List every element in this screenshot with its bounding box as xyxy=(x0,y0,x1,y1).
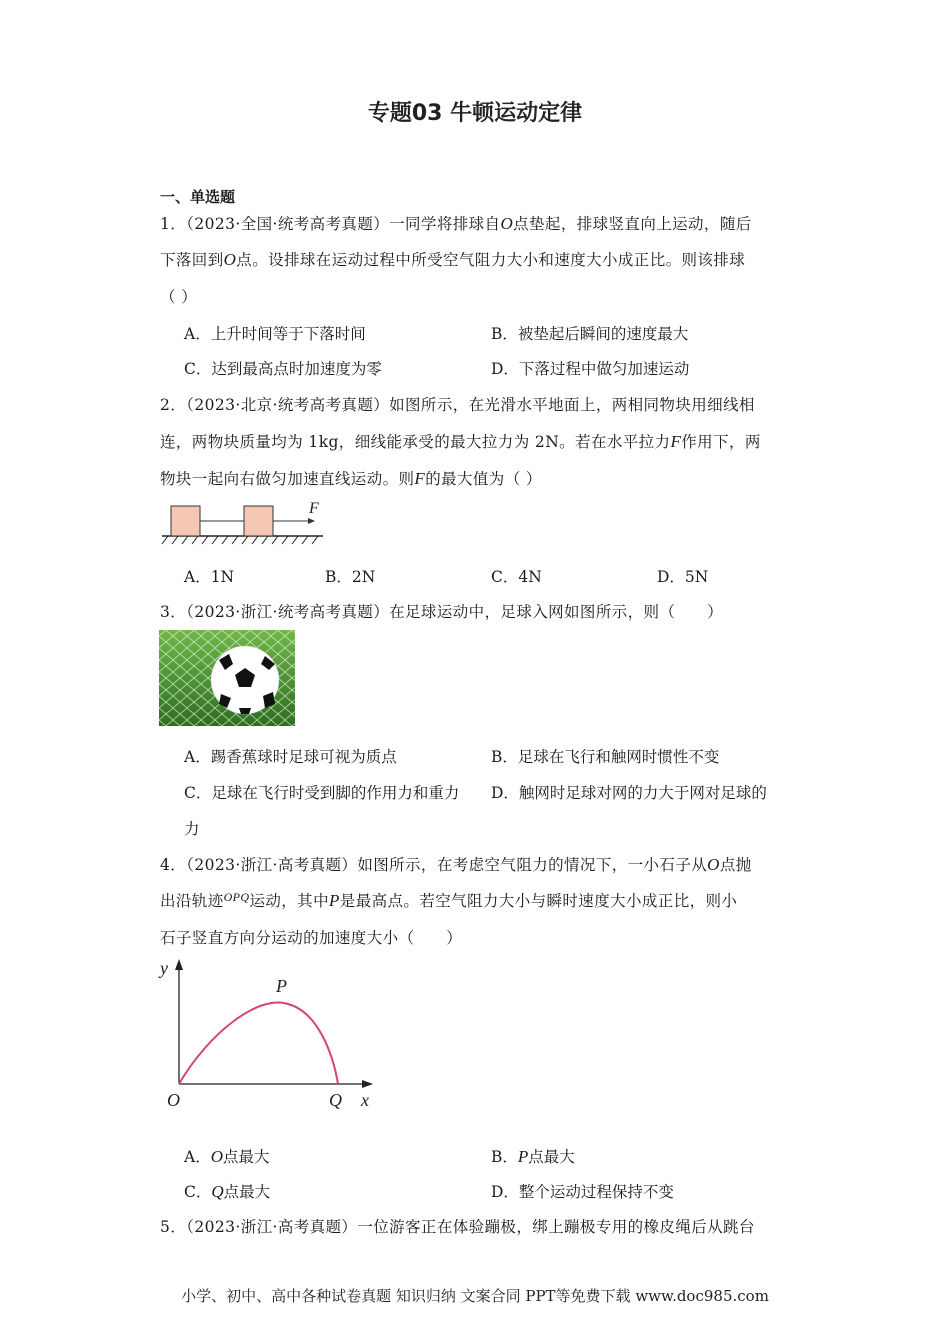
block-left xyxy=(171,506,200,536)
q4-line2: 出沿轨迹$^{OPQ}$运动，其中P是最高点。若空气阻力大小与瞬时速度大小成正比，则小 xyxy=(160,890,738,910)
q4-line1: 4．（2023·浙江·高考真题）如图所示，在考虑空气阻力的情况下，一小石子从O点抛 xyxy=(160,855,752,874)
q4-trajectory-graph xyxy=(158,954,380,1114)
page-footer: 小学、初中、高中各种试卷真题 知识归纳 文案合同 PPT等免费下载 www.doc985.com xyxy=(181,1287,769,1305)
q1-option-b: B．被垫起后瞬间的速度最大 xyxy=(491,325,689,343)
y-axis-label: y xyxy=(160,958,168,978)
trajectory-curve xyxy=(179,1002,338,1084)
q3-option-d: D．触网时足球对网的力大于网对足球的 xyxy=(491,784,767,802)
q1-line2: 下落回到O点。设排球在运动过程中所受空气阻力大小和速度大小成正比。则该排球 xyxy=(160,250,746,269)
section-heading: 一、单选题 xyxy=(160,188,236,206)
q1-option-a: A．上升时间等于下落时间 xyxy=(184,325,366,343)
page-title: 专题03 牛顿运动定律 xyxy=(367,101,583,126)
q3-soccer-photo xyxy=(159,630,295,726)
q3-line1: 3．（2023·浙江·统考高考真题）在足球运动中，足球入网如图所示，则（ ） xyxy=(160,603,724,621)
q4-line3: 石子竖直方向分运动的加速度大小（ ） xyxy=(160,929,463,947)
peak-label: P xyxy=(276,976,287,996)
force-label: F xyxy=(309,500,319,517)
q4-option-b: B．P点最大 xyxy=(491,1147,575,1166)
q2-line3: 物块一起向右做匀加速直线运动。则F的最大值为（ ） xyxy=(160,469,542,488)
q3-option-d-continued: 力 xyxy=(184,820,200,838)
q2-option-c: C．4N xyxy=(491,568,542,586)
q5-line1: 5．（2023·浙江·高考真题）一位游客正在体验蹦极，绑上蹦极专用的橡皮绳后从跳台 xyxy=(160,1218,755,1236)
block-right xyxy=(244,506,273,536)
q2-option-b: B．2N xyxy=(325,568,376,586)
q3-option-c: C．足球在飞行时受到脚的作用力和重力 xyxy=(184,784,460,802)
q2-option-a: A．1N xyxy=(184,568,235,586)
x-axis-label: x xyxy=(361,1090,369,1110)
q2-line1: 2．（2023·北京·统考高考真题）如图所示，在光滑水平地面上，两相同物块用细线相 xyxy=(160,396,755,414)
end-label: Q xyxy=(329,1090,342,1110)
q1-option-c: C．达到最高点时加速度为零 xyxy=(184,360,382,378)
q3-option-a: A．踢香蕉球时足球可视为质点 xyxy=(184,748,397,766)
q2-option-d: D．5N xyxy=(657,568,709,586)
q3-option-b: B．足球在飞行和触网时惯性不变 xyxy=(491,748,720,766)
q1-option-d: D．下落过程中做匀加速运动 xyxy=(491,360,690,378)
q4-option-a: A．O点最大 xyxy=(184,1147,270,1166)
q2-blocks-figure xyxy=(158,496,328,548)
origin-label: O xyxy=(167,1090,180,1110)
q4-option-d: D．整个运动过程保持不变 xyxy=(491,1183,674,1201)
q4-option-c: C．Q点最大 xyxy=(184,1182,271,1201)
q1-line1: 1．（2023·全国·统考高考真题）一同学将排球自O点垫起，排球竖直向上运动，随后 xyxy=(160,214,752,233)
q1-line3: （ ） xyxy=(160,288,198,306)
q2-line2: 连，两物块质量均为 1kg，细线能承受的最大拉力为 2N。若在水平拉力F作用下，两 xyxy=(160,432,761,451)
